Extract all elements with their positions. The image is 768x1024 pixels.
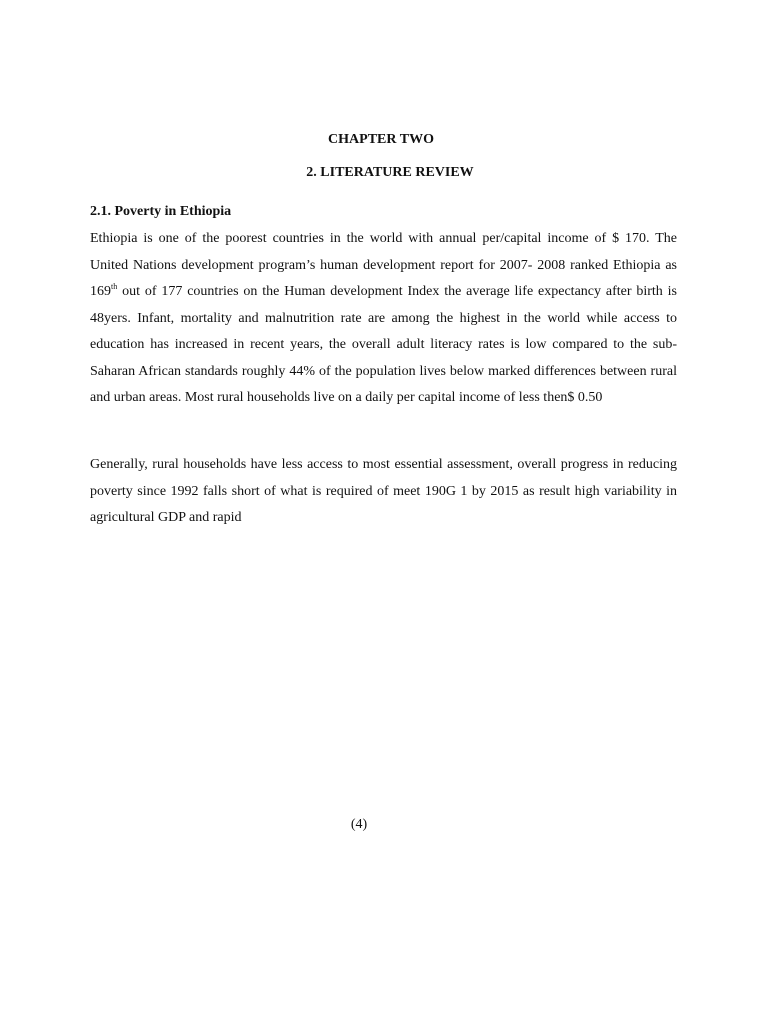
- paragraph-1-text-start: Ethiopia is one of the poorest countries in the world with annual per/capital income of $ 170. The United Nations development program’s human development report for 2007- 2008 ranked Ethiopia as 169: [90, 231, 677, 299]
- body-paragraph-1: [90, 226, 677, 412]
- page-number: (4): [350, 817, 368, 832]
- chapter-heading: CHAPTER TWO: [328, 132, 434, 147]
- paragraph-1-text-end: out of 177 countries on the Human development Index the average life expectancy after birth is 48yers. Infant, mortality and malnutrition rate are among the highest in the world while access to education has increased in recent years, the overall adult literacy rates is low compared to the sub- Saharan African standards roughly 44% of the population lives below marked differences between rural and urban areas. Most rural households live on a daily per capital income of less then$ 0.50: [90, 284, 677, 405]
- ordinal-superscript: th: [111, 282, 118, 291]
- body-paragraph-2: Generally, rural households have less access to most essential assessment, overall progress in reducing poverty since 1992 falls short of what is required of meet 190G 1 by 2015 as result high variability in agricultural GDP and rapid: [90, 457, 677, 525]
- section-heading: 2.1. Poverty in Ethiopia: [90, 204, 232, 219]
- chapter-title: 2. LITERATURE REVIEW: [306, 165, 474, 180]
